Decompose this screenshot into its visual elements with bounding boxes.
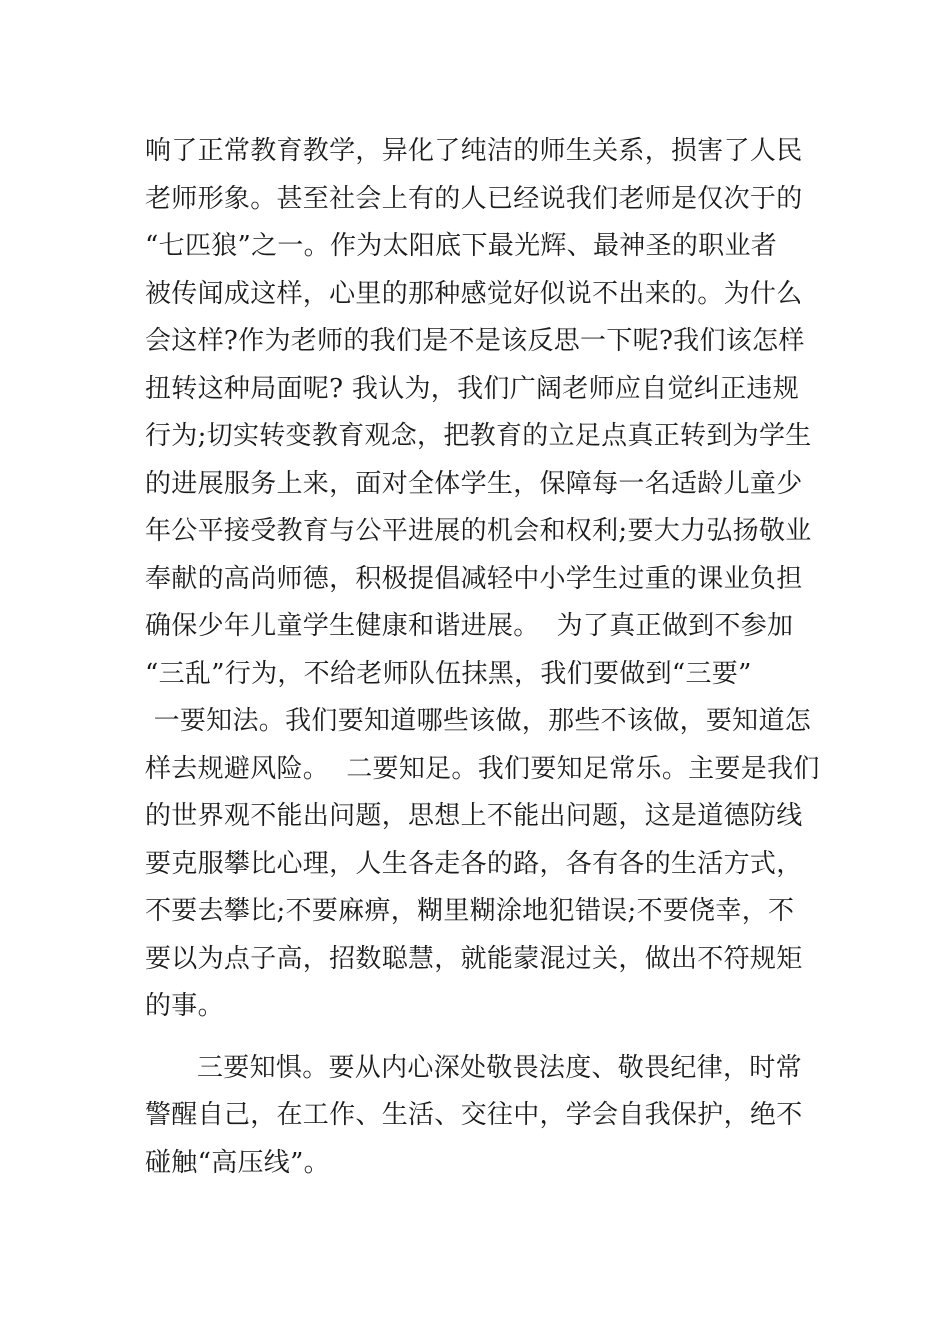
- text-line: 要克服攀比心理，人生各走各的路，各有各的生活方式，: [145, 848, 803, 879]
- text-line: 要以为点子高，招数聪慧，就能蒙混过关，做出不符规矩: [145, 943, 803, 974]
- text-line: 扭转这种局面呢? 我认为，我们广阔老师应自觉纠正违规: [145, 373, 800, 404]
- text-line: 不要去攀比;不要麻痹，糊里糊涂地犯错误;不要侥幸，不: [145, 896, 795, 926]
- text-line: 行为;切实转变教育观念，把教育的立足点真正转到为学生: [145, 421, 812, 451]
- paragraph: [145, 128, 820, 1031]
- text-line: 三要知惧。要从内心深处敬畏法度、敬畏纪律，时常: [197, 1052, 802, 1083]
- text-line: 被传闻成这样，心里的那种感觉好似说不出来的。为什么: [145, 278, 803, 309]
- paragraph-spacing: [145, 1031, 810, 1045]
- text-line: 年公平接受教育与公平进展的机会和权利;要大力弘扬敬业: [145, 516, 812, 546]
- text-line: 奉献的高尚师德，积极提倡减轻中小学生过重的课业负担: [145, 563, 803, 594]
- text-line: 一要知法。我们要知道哪些该做，那些不该做，要知道怎: [145, 706, 812, 736]
- text-line: 样去规避风险。 二要知足。我们要知足常乐。主要是我们: [145, 753, 820, 784]
- text-line: “七匹狼”之一。作为太阳底下最光辉、最神圣的职业者: [145, 231, 778, 261]
- text-line: 的世界观不能出问题，思想上不能出问题，这是道德防线: [145, 801, 803, 831]
- text-line: 会这样?作为老师的我们是不是该反思一下呢?我们该怎样: [145, 326, 805, 356]
- body-text: [145, 128, 820, 1187]
- text-line: 的事。: [145, 991, 224, 1021]
- text-line: 确保少年儿童学生健康和谐进展。 为了真正做到不参加: [145, 611, 794, 641]
- text-line: 的进展服务上来，面对全体学生，保障每一名适龄儿童少: [145, 468, 803, 499]
- text-line: 响了正常教育教学，异化了纯洁的师生关系，损害了人民: [145, 136, 803, 166]
- text-line: 警醒自己，在工作、生活、交往中，学会自我保护，绝不: [145, 1100, 803, 1130]
- paragraph: [145, 1045, 810, 1188]
- text-line: 碰触“高压线”。: [145, 1147, 330, 1178]
- text-line: 老师形象。甚至社会上有的人已经说我们老师是仅次于的: [145, 183, 803, 214]
- text-line: “三乱”行为，不给老师队伍抹黑，我们要做到“三要”: [145, 658, 752, 689]
